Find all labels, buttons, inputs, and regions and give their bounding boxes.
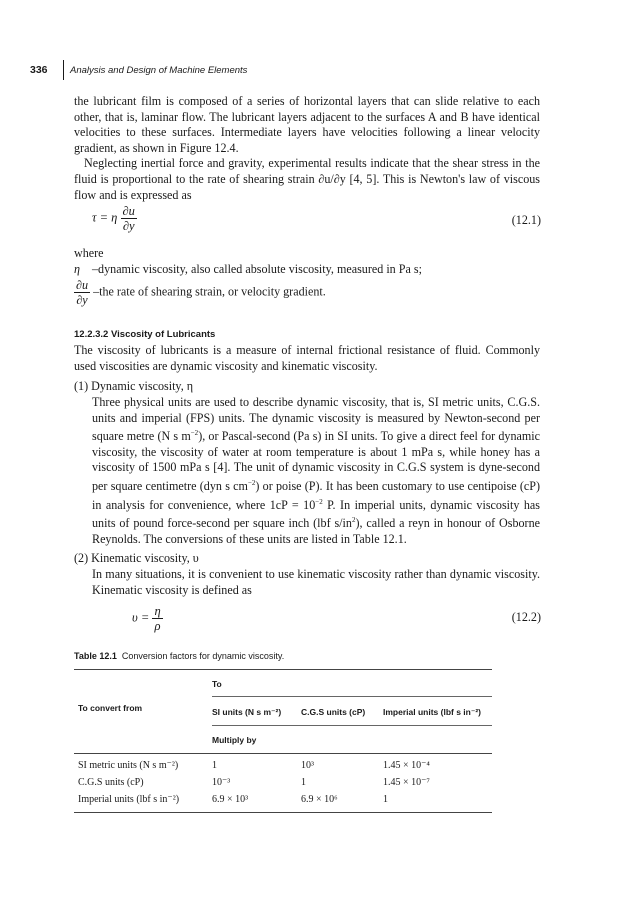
body-paragraph-2: Neglecting inertial force and gravity, experimental results indicate that the shear stress in the fluid is proportional to the rate of shearing strain ∂u/∂y [4, 5]. This is Newton's law of viscous flow and is expressed as	[74, 156, 540, 202]
table-from-label: To convert from	[78, 703, 143, 713]
table-cell-from: C.G.S units (cP)	[78, 777, 144, 788]
table-body-rule	[74, 753, 492, 754]
table-top-rule	[74, 669, 492, 670]
table-cell-imperial: 1.45 × 10⁻⁷	[383, 777, 430, 788]
body-paragraph-3: The viscosity of lubricants is a measure of internal frictional resistance of fluid. Commonly used viscosities are dynamic viscosity and kinematic viscosity.	[74, 343, 540, 373]
table-to-label: To	[212, 679, 222, 689]
table-cell-si: 1	[212, 760, 217, 771]
definition-eta: η –dynamic viscosity, also called absolute viscosity, measured in Pa s;	[74, 262, 422, 276]
table-col-header-imperial: Imperial units (lbf s in⁻²)	[383, 707, 481, 717]
table-multiply-label: Multiply by	[212, 735, 257, 745]
table-col-header-si: SI units (N s m⁻²)	[212, 707, 282, 717]
table-cell-from: Imperial units (lbf s in⁻²)	[78, 794, 180, 805]
table-cell-cgs: 10³	[301, 760, 314, 771]
equation-12-2: υ = $\frac{\eta}{\rho}$	[132, 604, 161, 633]
running-title: Analysis and Design of Machine Elements	[70, 65, 248, 76]
table-cell-si: 10⁻³	[212, 777, 231, 788]
table-bottom-rule	[74, 812, 492, 813]
list-item-1-label: (1) Dynamic viscosity, η	[74, 379, 194, 393]
list-item-1-text: Three physical units are used to describe dynamic viscosity, that is, SI metric units, C.G.S. units and imperial (FPS) units. The dynamic viscosity is measured by Newton-second per square metre (N s $m^{-2}$), or Pascal-second (Pa s) in SI units. To give a direct feel for dynamic viscosity, the viscosity of water at room temperature is about 1 mPa s, while honey has a viscosity of 1500 mPa s [4]. The unit of dynamic viscosity in C.G.S system is dyne-second per square centimetre (dyn s $cm^{-2}$) or poise (P). It has been customary to use centipoise (cP) in analysis for convenience, where $1cP = 10^{-2}$ P. In imperial units, dynamic viscosity has units of pound force-second per square inch (lbf $s/in^2$), called a reyn in honour of Osborne Reynolds. The conversions of these units are listed in Table 12.1.	[92, 395, 540, 546]
section-heading: 12.2.3.2 Viscosity of Lubricants	[74, 329, 216, 340]
table-to-rule	[212, 696, 492, 697]
table-cell-cgs: 6.9 × 10⁶	[301, 794, 338, 805]
body-paragraph-1: the lubricant film is composed of a series of horizontal layers that can slide relative to each other, that is, laminar flow. The lubricant layers adjacent to the surfaces A and B have identical velocities to these surfaces. Intermediate layers have velocities following a linear velocity gradient, as shown in Figure 12.4. Neglecting inertial force and gravity, experimental results indicate that the shear stress in the fluid is proportional to the rate of shearing strain ∂u/∂y [4, 5]. This is Newton's law of viscous flow and is expressed as	[74, 94, 540, 202]
list-item-2-label: (2) Kinematic viscosity, υ	[74, 551, 199, 565]
table-caption: Table 12.1 Conversion factors for dynamic viscosity.	[74, 651, 285, 661]
table-cell-si: 6.9 × 10³	[212, 794, 249, 805]
table-header-rule	[212, 725, 492, 726]
list-item-2-text: In many situations, it is convenient to use kinematic viscosity rather than dynamic viscosity. Kinematic viscosity is defined as	[92, 567, 540, 597]
definition-strain-rate: $\frac{\partial u}{\partial y}$ –the rate of shearing strain, or velocity gradient.	[76, 278, 326, 307]
header-divider	[63, 60, 64, 80]
table-cell-imperial: 1.45 × 10⁻⁴	[383, 760, 430, 771]
equation-label-12-2: (12.2)	[511, 610, 541, 624]
table-cell-imperial: 1	[383, 794, 388, 805]
table-cell-cgs: 1	[301, 777, 306, 788]
page-number: 336	[30, 64, 48, 76]
table-cell-from: SI metric units (N s m⁻²)	[78, 760, 179, 771]
where-label: where	[74, 246, 104, 260]
table-col-header-cgs: C.G.S units (cP)	[301, 707, 366, 717]
equation-12-1: τ = η $\frac{\partial u}{\partial y}$	[92, 204, 135, 233]
equation-label-12-1: (12.1)	[511, 213, 541, 227]
